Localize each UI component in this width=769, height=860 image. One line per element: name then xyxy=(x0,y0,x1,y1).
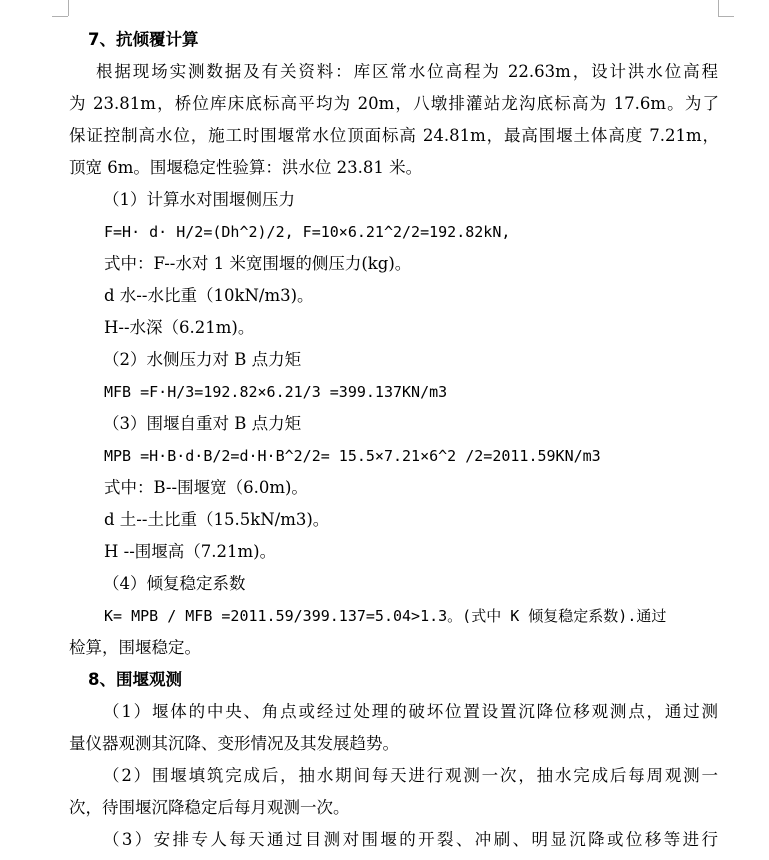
page-corner-mark-right xyxy=(718,0,719,16)
paragraph-line: 量仪器观测其沉降、变形情况及其发展趋势。 xyxy=(69,734,399,753)
formula-2: MFB =F·H/3=192.82×6.21/3 =399.137KN/m3 xyxy=(104,383,448,401)
formula-note: d 水--水比重（10kN/m3)。 xyxy=(104,286,314,305)
paragraph-line: （3）安排专人每天通过目测对围堰的开裂、冲刷、明显沉降或位移等进行 xyxy=(103,830,718,849)
formula-note: d 土--土比重（15.5kN/m3)。 xyxy=(104,510,330,529)
formula-note: 式中：F--水对 1 米宽围堰的侧压力(kg)。 xyxy=(104,254,412,273)
subsection-title-1: （1）计算水对围堰侧压力 xyxy=(103,190,295,209)
section-heading-8: 8、围堰观测 xyxy=(88,670,182,689)
formula-note: 式中：B--围堰宽（6.0m)。 xyxy=(104,478,308,497)
section-heading-7: 7、抗倾覆计算 xyxy=(88,30,199,49)
conclusion-text: 检算，围堰稳定。 xyxy=(69,638,201,657)
formula-1: F=H· d· H/2=(Dh^2)/2, F=10×6.21^2/2=192.82kN, xyxy=(104,223,511,241)
formula-note: H --围堰高（7.21m)。 xyxy=(104,542,277,561)
subsection-title-3: （3）围堰自重对 B 点力矩 xyxy=(103,414,302,433)
paragraph-line: 次，待围堰沉降稳定后每月观测一次。 xyxy=(69,798,350,817)
paragraph-line: 保证控制高水位，施工时围堰常水位顶面标高 24.81m，最高围堰土体高度 7.21m， xyxy=(69,126,719,145)
formula-note: H--水深（6.21m)。 xyxy=(104,318,255,337)
paragraph-line: （2）围堰填筑完成后，抽水期间每天进行观测一次，抽水完成后每周观测一 xyxy=(103,766,718,785)
paragraph-line: 顶宽 6m。围堰稳定性验算：洪水位 23.81 米。 xyxy=(69,158,423,177)
paragraph-line: （1）堰体的中央、角点或经过处理的破坏位置设置沉降位移观测点，通过测 xyxy=(103,702,718,721)
paragraph-line: 为 23.81m，桥位库床底标高平均为 20m，八墩排灌站龙沟底标高为 17.6m。为了 xyxy=(69,94,719,113)
paragraph-line: 根据现场实测数据及有关资料：库区常水位高程为 22.63m，设计洪水位高程 xyxy=(96,62,718,81)
page-corner-mark-right-h xyxy=(718,16,734,17)
formula-4: K= MPB / MFB =2011.59/399.137=5.04>1.3。(式中 K 倾复稳定系数).通过 xyxy=(104,607,667,625)
subsection-title-2: （2）水侧压力对 B 点力矩 xyxy=(103,350,302,369)
page-corner-mark-left-h xyxy=(52,16,68,17)
formula-3: MPB =H·B·d·B/2=d·H·B^2/2= 15.5×7.21×6^2 /2=2011.59KN/m3 xyxy=(104,447,601,465)
subsection-title-4: （4）倾复稳定系数 xyxy=(103,574,246,593)
page-corner-mark-left xyxy=(68,0,69,16)
